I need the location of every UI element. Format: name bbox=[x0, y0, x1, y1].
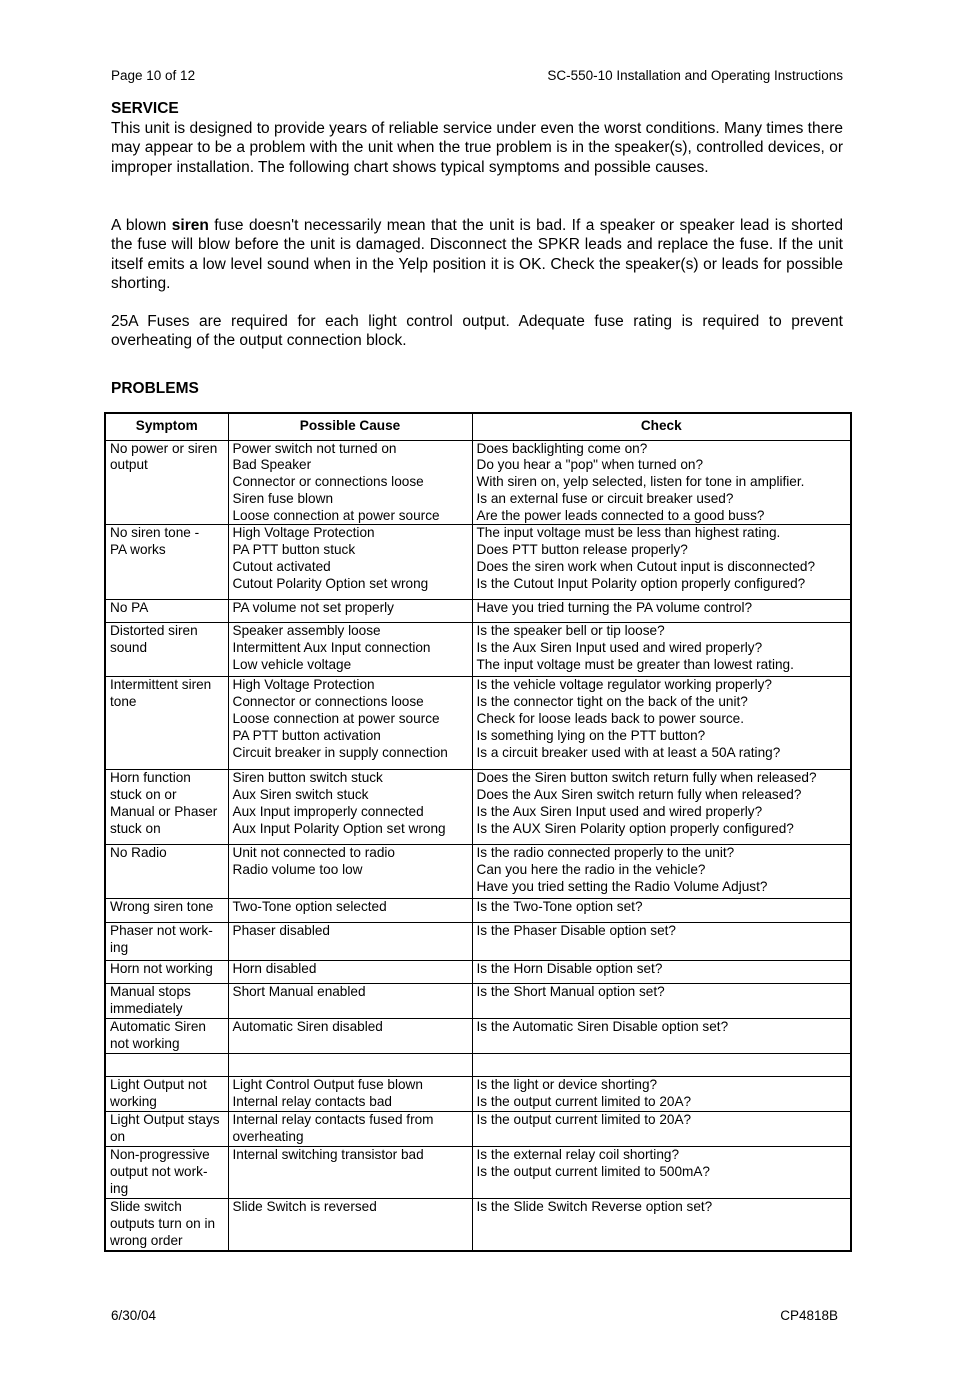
table-row bbox=[105, 623, 851, 677]
check-line: Is the Aux Siren Input used and wired properly? bbox=[476, 640, 763, 656]
check-line: Is the Horn Disable option set? bbox=[476, 961, 663, 977]
check-line: Is the Phaser Disable option set? bbox=[476, 923, 676, 939]
symptom-line: Manual stops bbox=[110, 984, 191, 1000]
column-header-check: Check bbox=[472, 413, 851, 440]
check-line: Does backlighting come on? bbox=[476, 440, 648, 456]
check-line: Have you tried turning the PA volume control? bbox=[476, 600, 753, 616]
cause-line: Internal switching transistor bad bbox=[232, 1147, 424, 1163]
check-line: Is the output current limited to 20A? bbox=[476, 1112, 692, 1128]
check-line: Is a circuit breaker used with at least a 50A rating? bbox=[476, 744, 781, 760]
check-cell bbox=[472, 1077, 851, 1112]
footer-code: CP4818B bbox=[780, 1308, 838, 1323]
table-row bbox=[105, 1077, 851, 1112]
symptom-line: output not work- bbox=[110, 1163, 208, 1179]
symptom-cell bbox=[105, 440, 228, 525]
footer-date: 6/30/04 bbox=[111, 1308, 157, 1323]
symptom-line: ing bbox=[110, 940, 129, 956]
symptom-line: Slide switch bbox=[110, 1199, 182, 1215]
cause-line: Aux Input improperly connected bbox=[232, 804, 424, 820]
bold-text: siren bbox=[171, 217, 209, 234]
symptom-cell bbox=[105, 1112, 228, 1147]
cause-line: Aux Input Polarity Option set wrong bbox=[232, 820, 446, 836]
cause-line: Unit not connected to radio bbox=[232, 845, 395, 861]
symptom-line: not working bbox=[110, 1035, 180, 1051]
cause-cell bbox=[228, 961, 472, 984]
page-number: Page 10 of 12 bbox=[111, 68, 196, 83]
symptom-line: No Radio bbox=[110, 845, 167, 861]
cause-line: Slide Switch is reversed bbox=[232, 1199, 377, 1215]
cause-cell bbox=[228, 845, 472, 899]
symptom-line: No PA bbox=[110, 600, 149, 616]
table-row bbox=[105, 923, 851, 961]
symptom-line: stuck on or bbox=[110, 787, 177, 803]
cause-line: Cutout activated bbox=[232, 559, 331, 575]
symptom-line: Intermittent siren bbox=[110, 677, 212, 693]
check-line: Is the speaker bell or tip loose? bbox=[476, 623, 665, 639]
cause-cell bbox=[228, 1077, 472, 1112]
cause-cell bbox=[228, 899, 472, 923]
symptom-line: PA works bbox=[110, 542, 166, 558]
symptom-line: Light Output not bbox=[110, 1077, 207, 1093]
check-line: Is something lying on the PTT button? bbox=[476, 727, 706, 743]
table-row bbox=[105, 1199, 851, 1251]
check-line: Is the output current limited to 20A? bbox=[476, 1093, 692, 1109]
check-cell bbox=[472, 1019, 851, 1054]
table-row bbox=[105, 984, 851, 1019]
cause-line: Light Control Output fuse blown bbox=[232, 1077, 423, 1093]
check-line: Does the siren work when Cutout input is disconnected? bbox=[476, 559, 816, 575]
symptom-cell bbox=[105, 1019, 228, 1054]
text: fuse doesn't necessarily mean that the unit is bad. If a speaker or speaker lead is shorted the fuse will blow before the unit is damaged. Disconnect the SPKR leads and replace the fuse. If the unit itself emits a low level sound when in the Yelp position it is OK. Check the speaker(s) or leads for possible shorting. bbox=[111, 217, 843, 292]
column-header-symptom: Symptom bbox=[105, 413, 228, 440]
symptom-cell bbox=[105, 677, 228, 770]
check-line: Is the Slide Switch Reverse option set? bbox=[476, 1199, 713, 1215]
check-line: Do you hear a "pop" when turned on? bbox=[476, 457, 704, 473]
cause-line: Low vehicle voltage bbox=[232, 657, 352, 673]
symptom-line: Horn not working bbox=[110, 961, 213, 977]
check-cell bbox=[472, 600, 851, 623]
table-row bbox=[105, 525, 851, 600]
table-row bbox=[105, 1147, 851, 1199]
check-line: Is the Automatic Siren Disable option set? bbox=[476, 1019, 729, 1035]
cause-line: PA volume not set properly bbox=[232, 600, 394, 616]
cause-cell bbox=[228, 440, 472, 525]
cause-line: Internal relay contacts bad bbox=[232, 1093, 392, 1109]
check-line: Is the external relay coil shorting? bbox=[476, 1147, 679, 1163]
symptom-line: Automatic Siren bbox=[110, 1019, 206, 1035]
cause-line: Circuit breaker in supply connection bbox=[232, 744, 448, 760]
check-line: Is the Aux Siren Input used and wired properly? bbox=[476, 804, 763, 820]
symptom-line: Non-progressive bbox=[110, 1147, 210, 1163]
cause-cell bbox=[228, 923, 472, 961]
cause-line: Internal relay contacts fused from bbox=[232, 1112, 434, 1128]
check-line: Does PTT button release properly? bbox=[476, 542, 688, 558]
symptom-cell bbox=[105, 1077, 228, 1112]
symptom-cell bbox=[105, 600, 228, 623]
check-line: The input voltage must be greater than lowest rating. bbox=[476, 657, 794, 673]
check-cell bbox=[472, 1199, 851, 1251]
cause-cell bbox=[228, 984, 472, 1019]
symptom-line: Phaser not work- bbox=[110, 923, 213, 939]
cause-line: Siren button switch stuck bbox=[232, 770, 383, 786]
check-cell bbox=[472, 1112, 851, 1147]
symptom-cell bbox=[105, 961, 228, 984]
cause-line: High Voltage Protection bbox=[232, 525, 375, 541]
symptom-cell bbox=[105, 770, 228, 845]
symptom-cell bbox=[105, 1199, 228, 1251]
cause-cell bbox=[228, 1147, 472, 1199]
table-row bbox=[105, 677, 851, 770]
symptom-cell bbox=[105, 1054, 228, 1077]
symptom-cell bbox=[105, 1147, 228, 1199]
table-row bbox=[105, 899, 851, 923]
check-line: With siren on, yelp selected, listen for tone in amplifier. bbox=[476, 474, 805, 490]
symptom-line: stuck on bbox=[110, 820, 161, 836]
cause-line: Phaser disabled bbox=[232, 923, 330, 939]
check-cell bbox=[472, 1147, 851, 1199]
cause-line: Power switch not turned on bbox=[232, 440, 397, 456]
check-line: Is the Cutout Input Polarity option properly configured? bbox=[476, 575, 806, 591]
column-header-cause: Possible Cause bbox=[228, 413, 472, 440]
cause-line: High Voltage Protection bbox=[232, 677, 375, 693]
check-cell bbox=[472, 984, 851, 1019]
symptom-line: tone bbox=[110, 694, 137, 710]
check-cell bbox=[472, 899, 851, 923]
cause-line: PA PTT button stuck bbox=[232, 542, 356, 558]
symptom-line: on bbox=[110, 1128, 126, 1144]
check-cell bbox=[472, 525, 851, 600]
check-line: Is the light or device shorting? bbox=[476, 1077, 658, 1093]
symptom-cell bbox=[105, 899, 228, 923]
cause-cell bbox=[228, 1112, 472, 1147]
cause-line: Cutout Polarity Option set wrong bbox=[232, 575, 429, 591]
symptom-line: wrong order bbox=[110, 1232, 183, 1248]
service-paragraph-3: 25A Fuses are required for each light control output. Adequate fuse rating is required to prevent overheating of the output connection block. bbox=[111, 313, 843, 350]
symptom-line: No power or siren bbox=[110, 440, 218, 456]
check-cell bbox=[472, 623, 851, 677]
check-line: Is the connector tight on the back of the unit? bbox=[476, 694, 748, 710]
check-line: Is the vehicle voltage regulator working properly? bbox=[476, 677, 772, 693]
symptom-line: Distorted siren bbox=[110, 623, 198, 639]
symptom-line: Light Output stays bbox=[110, 1112, 220, 1128]
check-cell bbox=[472, 961, 851, 984]
check-cell bbox=[472, 845, 851, 899]
check-line: Is the AUX Siren Polarity option properly configured? bbox=[476, 820, 794, 836]
check-line: The input voltage must be less than highest rating. bbox=[476, 525, 781, 541]
cause-cell bbox=[228, 623, 472, 677]
table-row bbox=[105, 1112, 851, 1147]
service-paragraph-2 bbox=[111, 216, 843, 293]
symptom-line: ing bbox=[110, 1180, 129, 1196]
check-line: Are the power leads connected to a good buss? bbox=[476, 507, 765, 523]
service-heading: SERVICE bbox=[111, 100, 179, 117]
check-line: Is the output current limited to 500mA? bbox=[476, 1163, 710, 1179]
symptom-cell bbox=[105, 525, 228, 600]
cause-line: Speaker assembly loose bbox=[232, 623, 381, 639]
symptom-line: Wrong siren tone bbox=[110, 899, 214, 915]
check-line: Does the Siren button switch return fully when released? bbox=[476, 770, 817, 786]
cause-line: PA PTT button activation bbox=[232, 727, 381, 743]
check-line: Is an external fuse or circuit breaker used? bbox=[476, 490, 734, 506]
symptom-cell bbox=[105, 984, 228, 1019]
symptom-cell bbox=[105, 845, 228, 899]
check-cell bbox=[472, 770, 851, 845]
check-line: Have you tried setting the Radio Volume Adjust? bbox=[476, 879, 768, 895]
symptom-line: output bbox=[110, 457, 148, 473]
cause-cell bbox=[228, 1019, 472, 1054]
check-cell bbox=[472, 923, 851, 961]
table-row bbox=[105, 845, 851, 899]
table-row bbox=[105, 600, 851, 623]
cause-line: overheating bbox=[232, 1128, 304, 1144]
check-line: Is the Two-Tone option set? bbox=[476, 899, 643, 915]
service-paragraph-1: This unit is designed to provide years of reliable service under even the worst conditions. Many times there may appear to be a problem with the unit when the true problem is in the speaker(s), controlled devices, or improper installation. The following chart shows typical symptoms and possible causes. bbox=[111, 120, 843, 176]
cause-line: Two-Tone option selected bbox=[232, 899, 387, 915]
symptom-line: outputs turn on in bbox=[110, 1215, 216, 1231]
table-row bbox=[105, 1054, 851, 1077]
check-line: Can you here the radio in the vehicle? bbox=[476, 862, 706, 878]
check-cell bbox=[472, 440, 851, 525]
check-line: Is the radio connected properly to the unit? bbox=[476, 845, 735, 861]
cause-line: Connector or connections loose bbox=[232, 474, 424, 490]
cause-line: Aux Siren switch stuck bbox=[232, 787, 369, 803]
cause-cell bbox=[228, 1054, 472, 1077]
cause-line: Intermittent Aux Input connection bbox=[232, 640, 431, 656]
symptom-cell bbox=[105, 923, 228, 961]
cause-cell bbox=[228, 600, 472, 623]
table-row bbox=[105, 440, 851, 525]
text: A blown bbox=[111, 217, 172, 234]
document-title: SC-550-10 Installation and Operating Instructions bbox=[547, 68, 843, 83]
check-line: Does the Aux Siren switch return fully when released? bbox=[476, 787, 802, 803]
cause-line: Siren fuse blown bbox=[232, 490, 333, 506]
check-cell bbox=[472, 1054, 851, 1077]
cause-cell bbox=[228, 525, 472, 600]
cause-line: Connector or connections loose bbox=[232, 694, 424, 710]
cause-line: Bad Speaker bbox=[232, 457, 312, 473]
check-line: Check for loose leads back to power source. bbox=[476, 711, 744, 727]
symptom-line: sound bbox=[110, 640, 148, 656]
symptom-line: Manual or Phaser bbox=[110, 804, 218, 820]
table-row bbox=[105, 961, 851, 984]
symptom-line: Horn function bbox=[110, 770, 191, 786]
cause-line: Short Manual enabled bbox=[232, 984, 366, 1000]
table-row bbox=[105, 770, 851, 845]
table-header-row bbox=[105, 413, 851, 440]
cause-cell bbox=[228, 1199, 472, 1251]
symptom-line: No siren tone - bbox=[110, 525, 200, 541]
cause-line: Automatic Siren disabled bbox=[232, 1019, 383, 1035]
check-cell bbox=[472, 677, 851, 770]
cause-cell bbox=[228, 770, 472, 845]
check-line: Is the Short Manual option set? bbox=[476, 984, 665, 1000]
cause-line: Horn disabled bbox=[232, 961, 317, 977]
problems-table bbox=[104, 412, 852, 1252]
cause-line: Loose connection at power source bbox=[232, 711, 440, 727]
cause-cell bbox=[228, 677, 472, 770]
cause-line: Loose connection at power source bbox=[232, 507, 440, 523]
symptom-cell bbox=[105, 623, 228, 677]
table-row bbox=[105, 1019, 851, 1054]
problems-heading: PROBLEMS bbox=[111, 380, 199, 397]
symptom-line: immediately bbox=[110, 1001, 183, 1017]
cause-line: Radio volume too low bbox=[232, 862, 363, 878]
symptom-line: working bbox=[110, 1093, 157, 1109]
